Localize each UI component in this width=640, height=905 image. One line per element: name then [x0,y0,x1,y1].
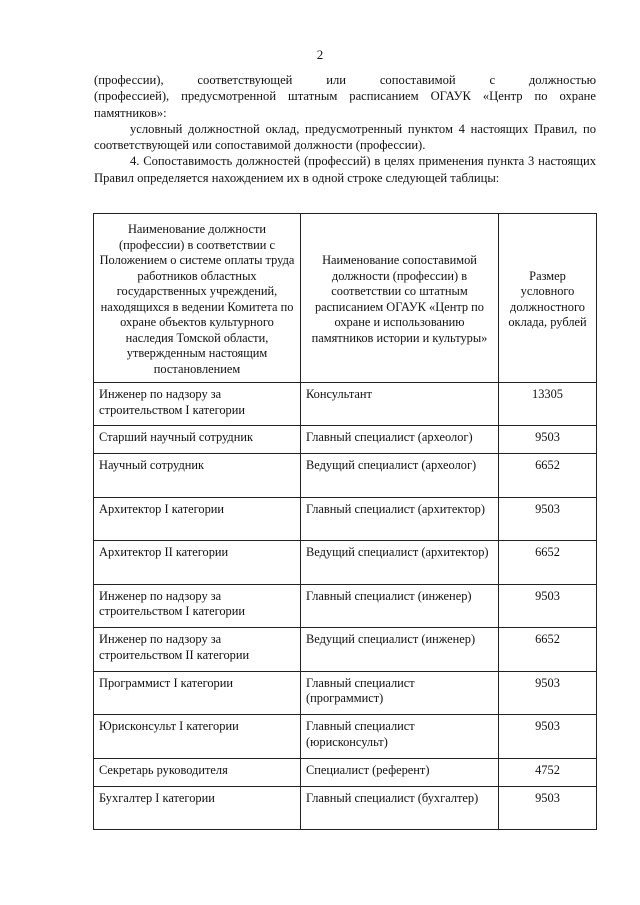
cell-position: Секретарь руководителя [94,758,301,786]
header-salary: Размер условного должностного оклада, рублей [499,214,597,383]
table-row [94,541,597,585]
cell-position: Бухгалтер I категории [94,786,301,830]
cell-comparable: Специалист (референт) [301,758,499,786]
cell-comparable: Главный специалист (инженер) [301,584,499,628]
cell-comparable: Главный специалист (археолог) [301,426,499,454]
table-row [94,786,597,830]
cell-position: Инженер по надзору за строительством II категории [94,628,301,672]
table-row [94,584,597,628]
table-row [94,628,597,672]
intro-paragraph-2: условный должностной оклад, предусмотренный пунктом 4 настоящих Правил, по соответствующей или сопоставимой должности (профессии). [94,121,596,153]
cell-salary: 9503 [499,584,597,628]
cell-salary: 9503 [499,426,597,454]
cell-position: Архитектор II категории [94,541,301,585]
cell-salary: 9503 [499,715,597,759]
intro-paragraph-1-first-line: (профессии), соответствующей или сопоставимой с должностью [94,73,596,87]
cell-salary: 6652 [499,454,597,498]
cell-position: Архитектор I категории [94,497,301,541]
cell-position: Старший научный сотрудник [94,426,301,454]
header-comparable-position: Наименование сопоставимой должности (профессии) в соответствии со штатным расписанием ОГАУК «Центр по охране и использованию памятников истории и культуры» [301,214,499,383]
table-row [94,454,597,498]
cell-salary: 13305 [499,383,597,426]
cell-salary: 9503 [499,497,597,541]
table-row [94,383,597,426]
table-row [94,671,597,715]
cell-comparable: Главный специалист (бухгалтер) [301,786,499,830]
cell-comparable: Главный специалист (архитектор) [301,497,499,541]
cell-salary: 6652 [499,541,597,585]
page-number: 2 [316,47,324,62]
table-row [94,426,597,454]
cell-salary: 6652 [499,628,597,672]
intro-text [94,72,596,186]
cell-comparable: Ведущий специалист (инженер) [301,628,499,672]
intro-paragraph-3: 4. Сопоставимость должностей (профессий) в целях применения пункта 3 настоящих Правил определяется нахождением их в одной строке следующей таблицы: [94,154,596,185]
comparable-positions-table [93,213,597,830]
cell-comparable: Главный специалист (программист) [301,671,499,715]
header-position: Наименование должности (профессии) в соответствии с Положением о системе оплаты труда работников областных государственных учреждений, находящихся в ведении Комитета по охране объектов культурного наследия Томской области, утвержденным настоящим постановлением [94,214,301,383]
table-row [94,497,597,541]
cell-position: Юрисконсульт I категории [94,715,301,759]
cell-comparable: Ведущий специалист (архитектор) [301,541,499,585]
cell-comparable: Консультант [301,383,499,426]
cell-salary: 4752 [499,758,597,786]
cell-position: Инженер по надзору за строительством I категории [94,383,301,426]
cell-salary: 9503 [499,786,597,830]
table-row [94,758,597,786]
cell-comparable: Главный специалист (юрисконсульт) [301,715,499,759]
cell-comparable: Ведущий специалист (археолог) [301,454,499,498]
cell-salary: 9503 [499,671,597,715]
cell-position: Программист I категории [94,671,301,715]
table-header-row [94,214,597,383]
table-row [94,715,597,759]
intro-paragraph-1-rest: (профессией), предусмотренной штатным расписанием ОГАУК «Центр по охране памятников»: [94,89,596,120]
cell-position: Инженер по надзору за строительством I категории [94,584,301,628]
cell-position: Научный сотрудник [94,454,301,498]
